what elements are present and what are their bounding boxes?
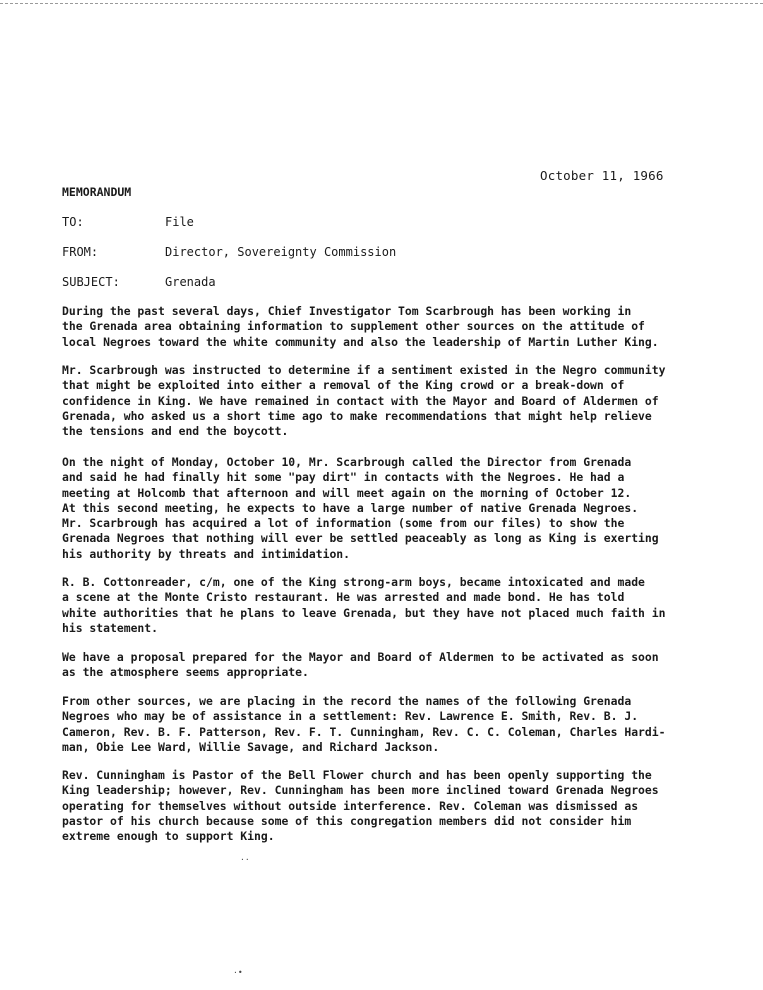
body-paragraph-1: During the past several days, Chief Investigator Tom Scarbrough has been working in the Grenada area obtaining information to supplement other sources on the attitude of local Negroes toward the white community and also the leadership of Martin Luther King. [62, 304, 659, 349]
scan-speck: ·• [233, 968, 243, 977]
from-value: Director, Sovereignty Commission [165, 245, 397, 259]
body-paragraph-7: Rev. Cunningham is Pastor of the Bell Flower church and has been openly supporting the King leadership; however, Rev. Cunningham has been more inclined toward Grenada Negroes operating for themselves without outside interference. Rev. Coleman was dismissed as pastor of his church because some of this congregation members did not consider him extreme enough to support King. [62, 768, 659, 844]
body-paragraph-5: We have a proposal prepared for the Mayor and Board of Aldermen to be activated as soon as the atmosphere seems appropriate. [62, 650, 659, 680]
subject-value: Grenada [165, 275, 216, 289]
body-paragraph-2: Mr. Scarbrough was instructed to determine if a sentiment existed in the Negro community that might be exploited into either a removal of the King crowd or a break-down of confidence in King. We have remained in contact with the Mayor and Board of Aldermen of Grenada, who asked us a short time ago to make recommendations that might help relieve the tensions and end the boycott. [62, 363, 666, 439]
scan-speck: ·· [240, 855, 250, 864]
to-label: TO: [62, 215, 84, 229]
to-value: File [165, 215, 194, 229]
body-paragraph-6: From other sources, we are placing in the record the names of the following Grenada Negroes who may be of assistance in a settlement: Rev. Lawrence E. Smith, Rev. B. J. Cameron, Rev. B. F. Patterson, Rev. F. T. Cunningham, Rev. C. C. Coleman, Charles Hardi- man, Obie Lee Ward, Willie Savage, and Richard Jackson. [62, 694, 666, 754]
memo-title: MEMORANDUM [62, 185, 132, 199]
subject-label: SUBJECT: [62, 275, 120, 289]
body-paragraph-3: On the night of Monday, October 10, Mr. Scarbrough called the Director from Grenada and said he had finally hit some "pay dirt" in contacts with the Negroes. He had a meeting at Holcomb that afternoon and will meet again on the morning of October 12. At this second meeting, he expects to have a large number of native Grenada Negroes. Mr. Scarbrough has acquired a lot of information (some from our files) to show the Grenada Negroes that nothing will ever be settled peaceably as long as King is exerting his authority by threats and intimidation. [62, 455, 659, 561]
memo-date: October 11, 1966 [540, 168, 664, 183]
body-paragraph-4: R. B. Cottonreader, c/m, one of the King strong-arm boys, became intoxicated and made a scene at the Monte Cristo restaurant. He was arrested and made bond. He has told white authorities that he plans to leave Grenada, but they have not placed much faith in his statement. [62, 575, 666, 635]
from-label: FROM: [62, 245, 99, 259]
scan-edge-line [0, 3, 763, 4]
